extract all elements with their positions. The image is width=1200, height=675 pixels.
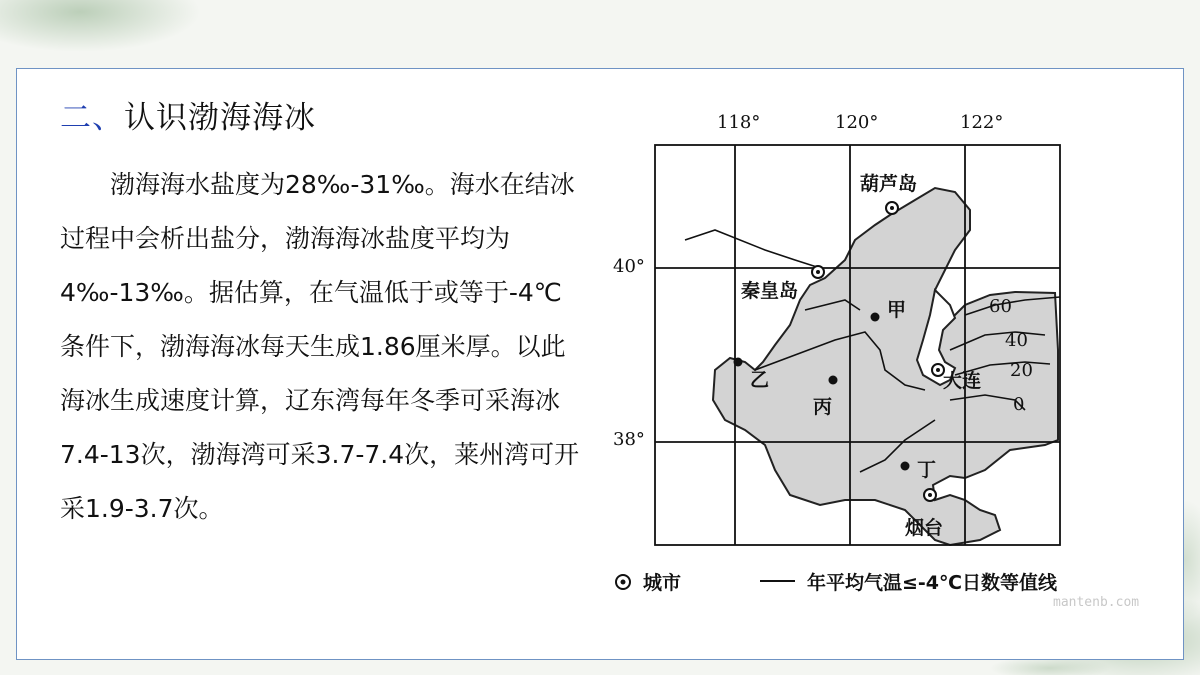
city-huludao-marker (886, 202, 898, 214)
city-qinhuangdao-marker (812, 266, 824, 278)
isoline-label-60: 60 (989, 296, 1012, 317)
legend-line-label: 年平均气温≤-4℃日数等值线 (807, 572, 1058, 594)
point-label-yi: 乙 (750, 369, 770, 391)
point-jia-dot (871, 313, 880, 322)
city-yantai-marker (924, 489, 936, 501)
title-number: 二、 (60, 100, 124, 136)
lat-label-38: 38° (613, 429, 645, 450)
body-text (60, 158, 585, 536)
point-label-jia: 甲 (887, 299, 907, 321)
point-ding-dot (901, 462, 910, 471)
isoline-label-0: 0 (1013, 394, 1025, 415)
city-label-qinhuangdao: 秦皇岛 (741, 280, 799, 302)
body-paragraph: 渤海海水盐度为28‰-31‰。海水在结冰过程中会析出盐分，渤海海冰盐度平均为4‰-13‰。据估算，在气温低于或等于-4℃条件下，渤海海冰每天生成1.86厘米厚。以此海冰生成速度计算，辽东湾每年冬季可采海冰7.4-13次，渤海湾可采3.7-7.4次，莱州湾可开采1.9-3.7次。 (60, 170, 580, 523)
point-label-ding: 丁 (917, 459, 937, 481)
city-label-dalian: 大连 (943, 370, 982, 392)
point-bing-dot (829, 376, 838, 385)
legend-city-icon (616, 575, 630, 589)
legend-city-label: 城市 (643, 572, 682, 594)
isoline-label-20: 20 (1010, 360, 1033, 381)
slide-title (60, 92, 316, 137)
city-label-huludao: 葫芦岛 (860, 173, 918, 195)
bohai-map (605, 100, 1165, 610)
lon-label-120: 120° (835, 112, 879, 133)
point-label-bing: 丙 (813, 396, 833, 418)
watermark: mantenb.com (1053, 595, 1140, 610)
title-text: 认识渤海海冰 (124, 100, 316, 136)
lon-label-122: 122° (960, 112, 1004, 133)
city-label-yantai: 烟台 (905, 517, 944, 539)
point-yi-dot (734, 358, 743, 367)
lon-label-118: 118° (717, 112, 761, 133)
isoline-label-40: 40 (1005, 330, 1028, 351)
lat-label-40: 40° (613, 256, 645, 277)
